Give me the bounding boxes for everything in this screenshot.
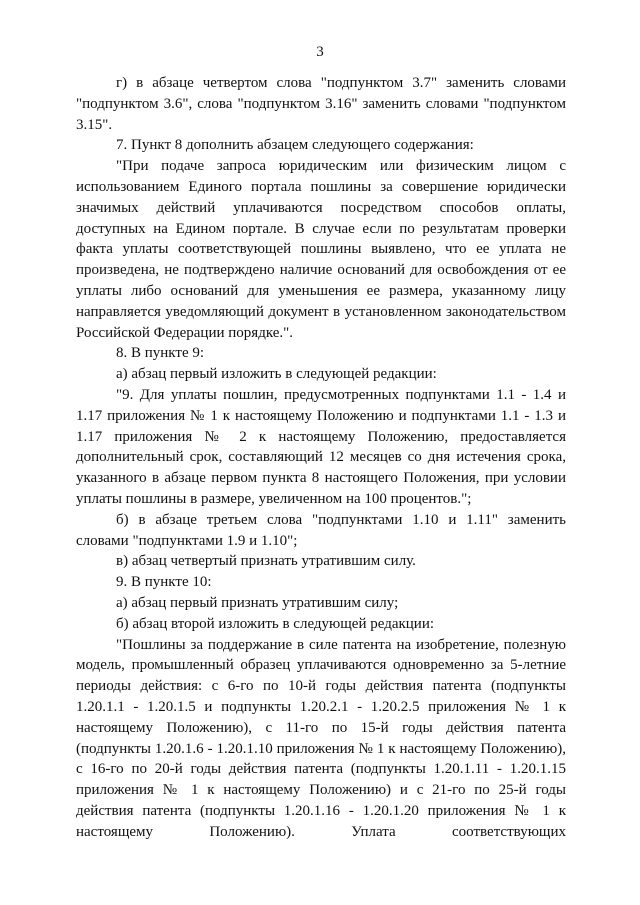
paragraph-item-v-fourth-abzac: в) абзац четвертый признать утратившим силу. [116, 553, 416, 570]
paragraph-item-a-invalidate: а) абзац первый признать утратившим силу; [116, 594, 399, 611]
paragraph-item-g-replacements: г) в абзаце четвертом слова "подпунктом 3.7" заменить словами "подпунктом 3.6", слова "подпунктом 3.16" заменить словами "подпунктом 3.15". [76, 75, 566, 133]
paragraph-point-8: 8. В пункте 9: [116, 345, 205, 362]
paragraph-item-b-third-abzac: б) в абзаце третьем слова "подпунктами 1.10 и 1.11" заменить словами "подпунктами 1.9 и 1.10"; [76, 511, 566, 549]
paragraph-point-9: 9. В пункте 10: [116, 574, 212, 591]
page-number: 3 [316, 44, 324, 60]
paragraph-point-7: 7. Пункт 8 дополнить абзацем следующего содержания: [116, 137, 474, 154]
paragraph-item-a-first-abzac: а) абзац первый изложить в следующей редакции: [116, 366, 437, 383]
paragraph-quoted-portal-payment: "При подаче запроса юридическим или физическим лицом с использованием Единого портала пошлины за совершение юридически значимых действий уплачиваются посредством способов оплаты, доступных на Едином портале. В случае если по результатам проверки факта уплаты соответствующей пошлины выявлено, что ее уплата не произведена, не подтверждено наличие оснований для освобождения от ее уплаты либо оснований для уменьшения ее размера, указанному лицу направляется уведомляющий документ в установленном законодательством Российской Федерации порядке.". [76, 158, 566, 341]
paragraph-item-b-second-abzac: б) абзац второй изложить в следующей редакции: [116, 615, 435, 632]
paragraph-quoted-point-9: "9. Для уплаты пошлин, предусмотренных подпунктами 1.1 - 1.4 и 1.17 приложения № 1 к настоящему Положению и подпунктами 1.1 - 1.3 и 1.17 приложения № 2 к настоящему Положению, предоставляется дополнительный срок, составляющий 12 месяцев со дня истечения срока, указанного в абзаце первом пункта 8 настоящего Положения, при условии уплаты пошлины в размере, увеличенном на 100 процентов."; [76, 386, 566, 507]
paragraph-quoted-patent-fees: "Пошлины за поддержание в силе патента на изобретение, полезную модель, промышленный образец уплачиваются одновременно за 5-летние периоды действия: с 6-го по 10-й годы действия патента (подпункты 1.20.1.1 - 1.20.1.5 и подпункты 1.20.2.1 - 1.20.2.5 приложения № 1 к настоящему Положению), с 11-го по 15-й годы действия патента (подпункты 1.20.1.6 - 1.20.1.10 приложения № 1 к настоящему Положению), с 16-го по 20-й годы действия патента (подпункты 1.20.1.11 - 1.20.1.15 приложения № 1 к настоящему Положению) и с 21-го по 25-й годы действия патента (подпункты 1.20.1.16 - 1.20.1.20 приложения № 1 к настоящему Положению). Уплата соответствующих [76, 636, 566, 840]
document-body [76, 73, 566, 842]
